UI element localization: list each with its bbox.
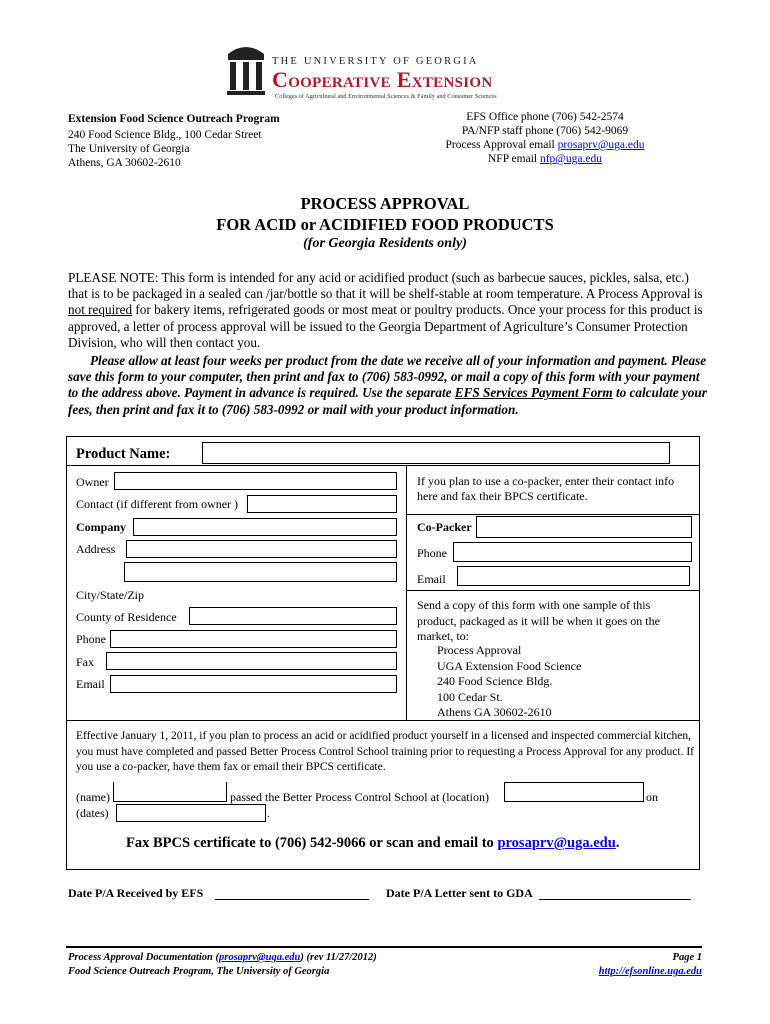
program-name: Extension Food Science Outreach Program xyxy=(68,113,280,125)
owner-label: Owner xyxy=(76,475,109,489)
residents-only: (for Georgia Residents only) xyxy=(303,236,467,251)
date-received-line[interactable] xyxy=(215,899,369,900)
note-text: for bakery items, refrigerated goods or most meat or poultry products. Once your process for this product is approved, a letter of process approval will be issued to the Georgia Department of Agriculture’s Consumer Protection Division, who will then contact you. xyxy=(68,302,703,350)
address-input-2[interactable] xyxy=(124,562,397,582)
fax-bpcs-text: Fax BPCS certificate to (706) 542-9066 or scan and email to xyxy=(126,835,498,851)
mail-line: 100 Cedar St. xyxy=(437,689,503,704)
mail-line: Process Approval xyxy=(437,643,522,657)
send-copy-text: Send a copy of this form with one sample of this product, packaged as it will be when it goes on the market, to: xyxy=(417,598,660,643)
effective-paragraph: Effective January 1, 2011, if you plan to process an acid or acidified product yourself in a licensed and inspected commercial kitchen, you must have completed and passed Better Process Control School training prior to requesting a Process Approval for any product. If you use a co-packer, have them fax or email their BPCS certificate. xyxy=(76,730,694,773)
bpcs-name-input[interactable] xyxy=(113,782,227,802)
date-received-label: Date P/A Received by EFS xyxy=(68,886,204,900)
header-right xyxy=(420,110,670,166)
phone-input[interactable] xyxy=(110,630,397,648)
mailing-address xyxy=(437,643,581,721)
not-required-text: not required xyxy=(68,302,133,318)
efs-phone: EFS Office phone (706) 542-2574 xyxy=(466,111,624,123)
address-line: Athens, GA 30602-2610 xyxy=(68,157,181,169)
contact-label: Contact (if different from owner ) xyxy=(76,497,239,511)
county-label: County of Residence xyxy=(76,610,177,624)
copacker-info: If you plan to use a co-packer, enter their contact info here and fax their BPCS certificate. xyxy=(417,474,675,503)
email-label: Email xyxy=(76,677,105,691)
copacker-email-input[interactable] xyxy=(457,566,690,586)
payment-form-link[interactable]: EFS Services Payment Form xyxy=(454,385,613,401)
pa-email-label: Process Approval email xyxy=(445,139,558,151)
footer-rule xyxy=(66,946,702,948)
pa-phone: PA/NFP staff phone (706) 542-9069 xyxy=(461,125,629,137)
address-input-1[interactable] xyxy=(126,540,397,558)
please-note-paragraph xyxy=(68,270,708,351)
passed-text: passed the Better Process Control School at (location) xyxy=(230,790,489,804)
company-input[interactable] xyxy=(133,518,397,536)
copacker-phone-input[interactable] xyxy=(453,542,692,562)
copacker-email-label: Email xyxy=(417,572,446,586)
address-line: 240 Food Science Bldg., 100 Cedar Street xyxy=(68,129,262,141)
copacker-label: Co-Packer xyxy=(417,520,472,534)
nfp-email-label: NFP email xyxy=(488,153,540,165)
footer-rev-text: ) (rev 11/27/2012) xyxy=(300,952,377,963)
owner-input[interactable] xyxy=(114,472,397,490)
fax-period: . xyxy=(615,835,620,851)
pa-email-row xyxy=(420,138,670,152)
phone-label: Phone xyxy=(76,632,106,646)
footer-left xyxy=(68,951,377,979)
product-name-label: Product Name: xyxy=(76,446,171,462)
uga-arch-logo xyxy=(226,44,266,101)
fax-bpcs-line xyxy=(126,835,619,852)
on-text: on xyxy=(646,790,658,804)
footer-email-link[interactable]: prosaprv@uga.edu xyxy=(218,952,301,963)
nfp-email-link[interactable]: nfp@uga.edu xyxy=(539,153,602,165)
page-subtitle: FOR ACID or ACIDIFIED FOOD PRODUCTS xyxy=(216,215,554,234)
city-label: City/State/Zip xyxy=(76,588,144,602)
county-input[interactable] xyxy=(189,607,397,625)
instructions-paragraph xyxy=(68,353,708,418)
name-label: (name) xyxy=(76,790,110,804)
dates-input[interactable] xyxy=(116,804,266,822)
period-text: . xyxy=(267,806,270,820)
email-input[interactable] xyxy=(110,675,397,693)
mail-line: 240 Food Science Bldg. xyxy=(437,674,553,688)
note-text: PLEASE NOTE: This form is intended for any acid or acidified product (such as barbecue sauces, pickles, salsa, etc.) that is to be packaged in a sealed can /jar/bottle so that it will be shelf-stable at room temperature. A Process Approval is xyxy=(68,270,703,302)
divider xyxy=(407,514,699,515)
instructions-text: to calculate your fees, then print and fax it to (706) 583-0992 or mail with your product information. xyxy=(68,385,707,417)
logo-colleges-text: Colleges of Agricultural and Environmental Sciences & Family and Consumer Sciences xyxy=(275,93,497,100)
product-name-input[interactable] xyxy=(202,442,670,464)
pa-email-link[interactable]: prosaprv@uga.edu xyxy=(557,139,645,151)
divider xyxy=(407,590,699,591)
date-letter-label: Date P/A Letter sent to GDA xyxy=(386,886,533,900)
fax-label: Fax xyxy=(76,655,94,669)
logo-university-text: THE UNIVERSITY OF GEORGIA xyxy=(272,56,479,67)
mail-line: UGA Extension Food Science xyxy=(437,658,582,673)
footer-doc-text: Process Approval Documentation ( xyxy=(68,952,219,963)
footer-doc-line xyxy=(68,951,377,965)
contact-input[interactable] xyxy=(247,495,397,513)
fax-input[interactable] xyxy=(106,652,397,670)
column-divider xyxy=(406,466,407,720)
address-line: The University of Georgia xyxy=(68,143,190,155)
logo-extension-text: Cooperative Extension xyxy=(272,67,493,92)
footer-right xyxy=(599,951,702,979)
company-label: Company xyxy=(76,520,127,534)
fax-email-link[interactable]: prosaprv@uga.edu xyxy=(497,835,616,851)
page-number: Page 1 xyxy=(672,952,702,963)
address-label: Address xyxy=(76,542,116,556)
divider xyxy=(67,720,699,721)
instructions-text: Please allow at least four weeks per product from the date we receive all of your information and payment. Please save this form to your computer, then print and fax to (706) 583-0992, or mail a copy of this form with your payment to the address above. Payment in advance is required. Use the separate xyxy=(68,353,707,401)
copacker-phone-label: Phone xyxy=(417,546,447,560)
mail-line: Athens GA 30602-2610 xyxy=(437,705,552,719)
divider xyxy=(67,465,699,466)
dates-label: (dates) xyxy=(76,806,109,820)
page-title: PROCESS APPROVAL xyxy=(300,194,470,213)
nfp-email-row xyxy=(420,152,670,166)
footer-url-link[interactable]: http://efsonline.uga.edu xyxy=(598,966,702,977)
header-left xyxy=(68,112,280,170)
location-input[interactable] xyxy=(504,782,644,802)
footer-program: Food Science Outreach Program, The University of Georgia xyxy=(68,966,330,977)
date-letter-line[interactable] xyxy=(539,899,691,900)
copacker-input[interactable] xyxy=(476,516,692,538)
